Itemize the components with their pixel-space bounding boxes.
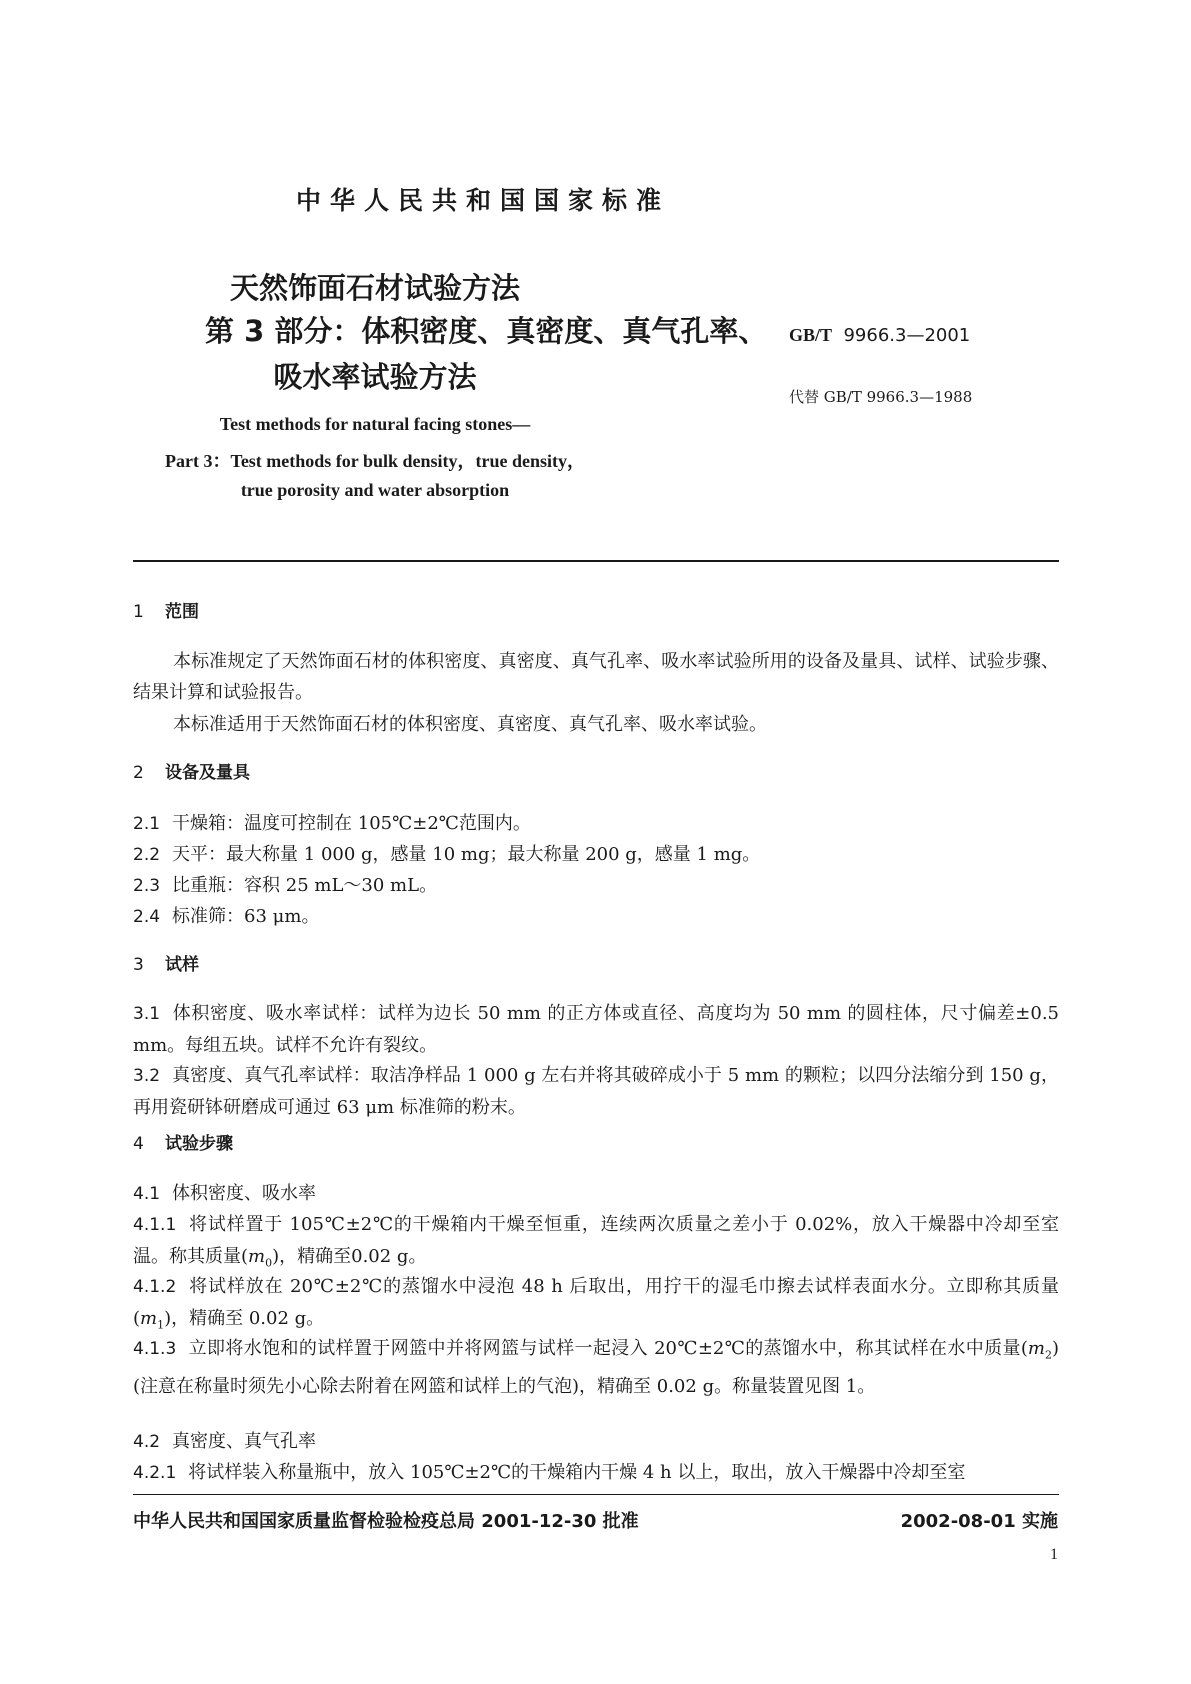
section-4-heading: [133, 1129, 1059, 1160]
clause-3-2-text: 真密度、真气孔率试样：取洁净样品 1 000 g 左右并将其破碎成小于 5 mm 的颗粒；以四分法缩分到 150 g，再用瓷研钵研磨成可通过 63 μm 标准筛的粉末。: [133, 1065, 1059, 1118]
clause-4-2-1-text: 将试样装入称量瓶中，放入 105℃±2℃的干燥箱内干燥 4 h 以上，取出，放入干燥器中冷却至室: [188, 1462, 966, 1483]
standard-code: [789, 325, 970, 346]
clause-3-1-number: 3.1: [133, 1004, 161, 1024]
clause-2-1: [133, 808, 1059, 840]
section-2-heading: [133, 758, 1059, 789]
clause-4-1-title: 体积密度、吸水率: [172, 1183, 317, 1204]
clause-3-2: [133, 1060, 1059, 1123]
national-standard-heading: 中华人民共和国国家标准: [296, 186, 671, 215]
approval-note: 中华人民共和国国家质量监督检验检疫总局 2001-12-30 批准: [133, 1511, 639, 1532]
clause-2-1-number: 2.1: [133, 814, 161, 834]
section-1-title: 范围: [165, 602, 199, 622]
clause-4-2-1-number: 4.2.1: [133, 1463, 177, 1483]
section-3-heading: [133, 950, 1059, 981]
clause-4-1: [133, 1178, 1059, 1210]
clause-4-1-2-subscript: 1: [157, 1318, 165, 1332]
clause-2-1-text: 干燥箱：温度可控制在 105℃±2℃范围内。: [172, 813, 531, 834]
clause-4-1-3: [133, 1333, 1059, 1402]
clause-4-1-3-text-a: 立即将水饱和的试样置于网篮中并将网篮与试样一起浸入 20℃±2℃的蒸馏水中，称其试样在水中质量(: [188, 1338, 1028, 1359]
clause-4-1-1-variable: m: [248, 1246, 266, 1267]
clause-2-2: [133, 839, 1059, 871]
english-title-line-3: true porosity and water absorption: [240, 480, 510, 500]
code-prefix: GB/T: [789, 325, 833, 345]
clause-4-2-number: 4.2: [133, 1432, 161, 1452]
clause-4-2-title: 真密度、真气孔率: [172, 1431, 317, 1452]
clause-4-1-1: [133, 1209, 1059, 1279]
english-title-line-1: Test methods for natural facing stones—: [219, 414, 531, 434]
clause-4-1-1-number: 4.1.1: [133, 1215, 177, 1235]
clause-4-1-2-text-a: 将试样放在 20℃±2℃的蒸馏水中浸泡 48 h 后取出，用拧干的湿毛巾擦去试样表面水分。立即称其质量(: [133, 1276, 1059, 1329]
clause-2-3-text: 比重瓶：容积 25 mL～30 mL。: [172, 875, 438, 896]
clause-2-2-number: 2.2: [133, 845, 161, 865]
clause-2-4-number: 2.4: [133, 907, 161, 927]
title-line-1: 天然饰面石材试验方法: [229, 271, 520, 305]
clause-4-1-2-variable: m: [140, 1308, 158, 1329]
section-1-number: 1: [133, 602, 144, 622]
clause-4-1-2: [133, 1271, 1059, 1341]
section-1-heading: [133, 597, 1059, 628]
section-3-title: 试样: [165, 955, 199, 975]
clause-4-1-1-text-b: )，精确至0.02 g。: [272, 1246, 427, 1267]
clause-4-1-2-text-b: )，精确至 0.02 g。: [164, 1308, 325, 1329]
title-line-2: 第 3 部分：体积密度、真密度、真气孔率、: [205, 314, 768, 348]
section-1-paragraph-2: 本标准适用于天然饰面石材的体积密度、真密度、真气孔率、吸水率试验。: [173, 714, 767, 735]
english-title-line-2: Part 3：Test methods for bulk density，true density，: [164, 451, 586, 471]
clause-3-1-text: 体积密度、吸水率试样：试样为边长 50 mm 的正方体或直径、高度均为 50 mm 的圆柱体，尺寸偏差±0.5 mm。每组五块。试样不允许有裂纹。: [133, 1003, 1059, 1056]
section-4-number: 4: [133, 1134, 144, 1154]
code-number: 9966.3—2001: [843, 325, 971, 346]
clause-2-2-text: 天平：最大称量 1 000 g，感量 10 mg；最大称量 200 g，感量 1 mg。: [172, 844, 761, 865]
clause-4-1-3-text-b: )(注意在称量时须先小心除去附着在网篮和试样上的气泡)，精确至 0.02 g。称量装置见图 1。: [133, 1338, 1059, 1397]
clause-4-1-3-number: 4.1.3: [133, 1339, 177, 1359]
replaces-note: 代替 GB/T 9966.3—1988: [789, 388, 973, 406]
clause-2-3: [133, 870, 1059, 902]
section-1-paragraph-1: 本标准规定了天然饰面石材的体积密度、真密度、真气孔率、吸水率试验所用的设备及量具、试样、试验步骤、结果计算和试验报告。: [133, 651, 1059, 703]
section-2-number: 2: [133, 763, 144, 783]
title-line-3: 吸水率试验方法: [273, 360, 477, 394]
footer-divider: [133, 1494, 1059, 1495]
clause-4-1-3-subscript: 2: [1044, 1348, 1052, 1362]
clause-3-1: [133, 998, 1059, 1061]
clause-3-2-number: 3.2: [133, 1066, 161, 1086]
clause-2-4-text: 标准筛：63 μm。: [172, 906, 320, 927]
header-divider: [133, 560, 1059, 562]
section-3-number: 3: [133, 955, 144, 975]
clause-4-1-1-text-a: 将试样置于 105℃±2℃的干燥箱内干燥至恒重，连续两次质量之差小于 0.02%，放入干燥器中冷却至室温。称其质量(: [133, 1214, 1059, 1267]
clause-2-4: [133, 901, 1059, 933]
clause-2-3-number: 2.3: [133, 876, 161, 896]
page-number: 1: [1050, 1546, 1058, 1563]
clause-4-2: [133, 1426, 1059, 1458]
clause-4-1-2-number: 4.1.2: [133, 1277, 177, 1297]
effective-date: 2002-08-01 实施: [900, 1511, 1058, 1532]
section-2-title: 设备及量具: [165, 763, 250, 783]
clause-4-1-1-subscript: 0: [265, 1256, 273, 1270]
clause-4-2-1: [133, 1457, 1059, 1489]
clause-4-1-number: 4.1: [133, 1184, 161, 1204]
clause-4-1-3-variable: m: [1027, 1338, 1045, 1359]
section-4-title: 试验步骤: [165, 1134, 233, 1154]
